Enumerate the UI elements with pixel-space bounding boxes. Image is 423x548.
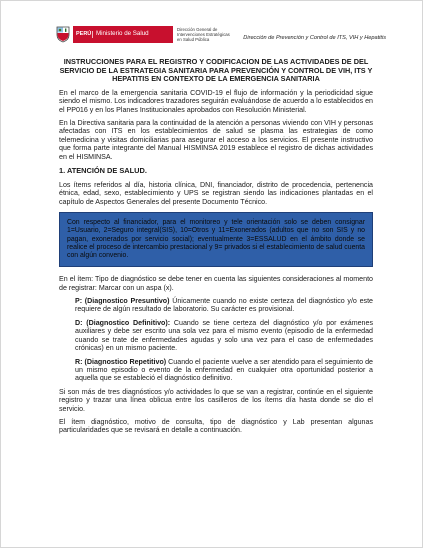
minsa-logo <box>56 26 231 43</box>
section-heading-1: 1. ATENCIÓN DE SALUD. <box>59 166 147 176</box>
diagnosis-definitivo <box>75 319 373 353</box>
diagnosis-repetitivo-text: Cuando el paciente vuelve a ser atendido para el seguimiento de un mismo episodio o evento de la enfermedad en cualquier otra oportunidad posterior a aquella que se estableció el diagnóstico definitivo. <box>75 357 373 383</box>
diagnosis-repetitivo-label: R: (Diagnostico Repetitivo) <box>75 357 167 366</box>
financiador-callout: Con respecto al financiador, para el monitoreo y tele orientación solo se deben consignar 1=Usuario, 2=Seguro integral(SIS), 10=Otros y 11=Exonerados (adultos que no son SIS y no pagan, exonerados por servicio social); eventualmente 3=ESSALUD en el ámbito donde se realice el proceso de intercambio prestacional y 9= privados si el establecimiento de salud cuenta con algún convenio. <box>59 212 373 267</box>
paragraph-6: El ítem diagnóstico, motivo de consulta, tipo de diagnóstico y Lab presentan algunas particularidades que se revisará en detalle a continuación. <box>59 417 373 435</box>
diagnosis-presuntivo-text: Únicamente cuando no existe certeza del diagnóstico y/o este requiere de algún resultado de laboratorio. Su carácter es provisional. <box>75 297 373 314</box>
diagnosis-definitivo-text: Cuando se tiene certeza del diagnóstico y/o por exámenes auxiliares y debe ser escrito una sola vez para el mismo evento (episodio de la enfermedad cuando se trate de enfermedades agudas y solo una vez para el caso de enfermedades crónicas) en un mismo paciente. <box>75 318 373 353</box>
paragraph-4: En el ítem: Tipo de diagnóstico se debe tener en cuenta las siguientes consideraciones al momento de registrar: Marcar con un aspa (x). <box>59 275 373 292</box>
country-label: PERÚ <box>76 31 92 38</box>
header-right-text: Dirección de Prevención y Control de ITS, VIH y Hepatitis <box>243 35 386 41</box>
document-body <box>59 58 373 440</box>
page-header <box>56 26 386 50</box>
diagnosis-definitivo-label: D: (Diagnostico Definitivo): <box>75 318 171 327</box>
diagnosis-presuntivo-label: P: (Diagnostico Presuntivo) <box>75 297 170 306</box>
paragraph-3: Los ítems referidos al día, historia clínica, DNI, financiador, distrito de procedencia, pertenencia étnica, edad, sexo, establecimiento y UPS se registran siendo las indicaciones plantadas en el capítulo de Aspectos Generales del presente Documento Técnico. <box>59 181 373 206</box>
peru-shield-icon <box>56 26 70 43</box>
document-title: INSTRUCCIONES PARA EL REGISTRO Y CODIFICACION DE LAS ACTIVIDADES DE DEL SERVICIO DE LA ESTRATEGIA SANITARIA PARA PREVENCIÓN Y CONTROL DE VIH, ITS Y HEPATITIS EN CONTEXTO DE LA EMERGENCIA SANITARIA <box>59 57 373 84</box>
paragraph-5: Si son más de tres diagnósticos y/o actividades lo que se van a registrar, continúe en el siguiente registro y trazar una línea oblicua entre los casilleros de los ítems día hasta donde se dio el servicio. <box>59 387 373 413</box>
paragraph-2: En la Directiva sanitaria para la continuidad de la atención a personas viviendo con VIH y personas afectadas con ITS en los establecimientos de salud se plasma las estrategias de como telemedicina y visitas domiciliarias para asegurar el acceso a los servicios. El presente instructivo que forma parte integrante del Manual HISMINSA 2019 establece el registro de dichas actividades en el HISMINSA. <box>59 119 373 161</box>
directorate-label: Dirección General de Intervenciones Estratégicas en Salud Pública <box>177 27 230 42</box>
ministry-label: Ministerio de Salud <box>92 31 149 38</box>
ministry-banner <box>73 26 173 43</box>
diagnosis-repetitivo <box>75 358 373 383</box>
paragraph-1: En el marco de la emergencia sanitaria COVID-19 el flujo de información y la periodicidad sigue siendo el mismo. Los indicadores trazadores seguirán evaluándose de acuerdo a lo establecidos en el PP016 y en los Planes Institucionales aprobados con Resolución Ministerial. <box>59 88 373 114</box>
diagnosis-presuntivo <box>75 297 373 314</box>
